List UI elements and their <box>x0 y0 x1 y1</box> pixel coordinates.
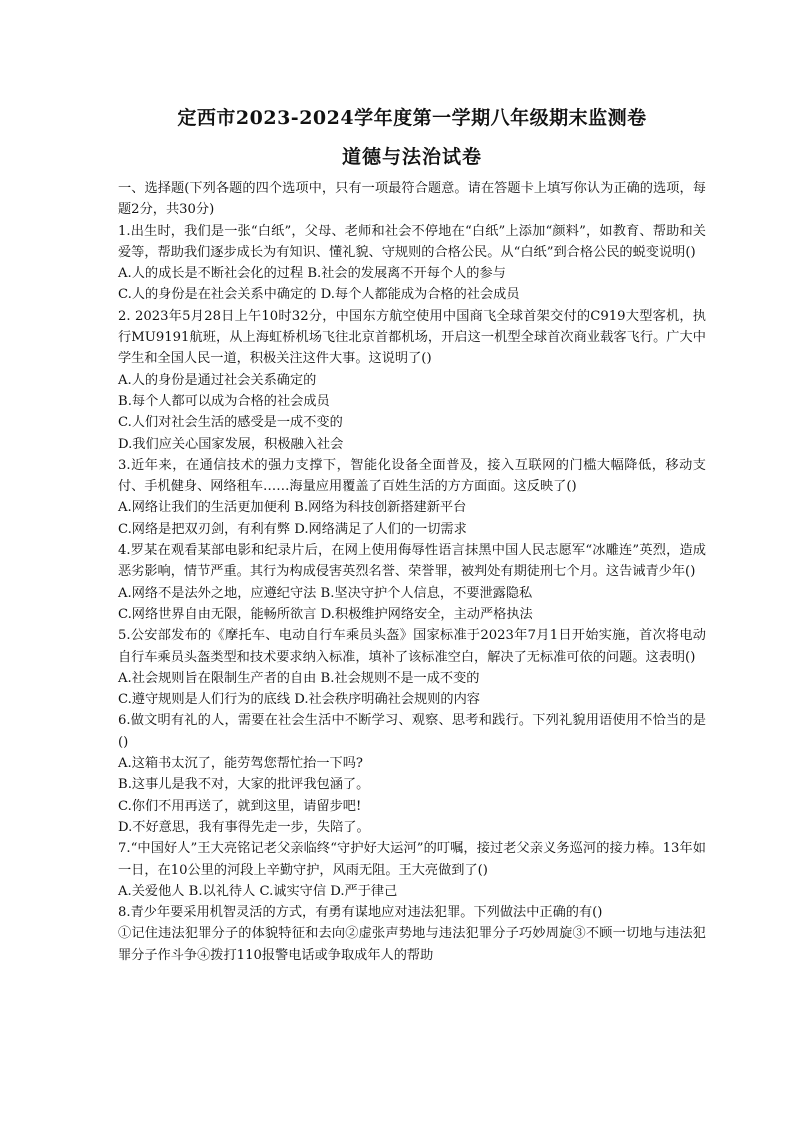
question-5-stem: 5.公安部发布的《摩托车、电动自行车乘员头盔》国家标准于2023年7月1日开始实施，首次将电动自行车乘员头盔类型和技术要求纳入标准，填补了该标准空白，解决了无标准可依的问题。这表明() <box>118 628 706 665</box>
question-2-option: B.每个人都可以成为合格的社会成员 <box>118 393 330 409</box>
question-6-option: C.你们不用再送了，就到这里，请留步吧! <box>118 798 362 814</box>
question-4-option-row: A.网络不是法外之地，应遵纪守法 B.坚决守护个人信息，不要泄露隐私 <box>118 585 533 601</box>
question-2-stem: 2. 2023年5月28日上午10时32分，中国东方航空使用中国商飞全球首架交付的C919大型客机，执行MU9191航班，从上海虹桥机场飞往北京首都机场，开启这一机型全球首次商业载客飞行。广大中学生和全国人民一道，积极关注这件大事。这说明了() <box>118 308 706 367</box>
question-4-stem: 4.罗某在观看某部电影和纪录片后，在网上使用侮辱性语言抹黑中国人民志愿军“冰雕连”英烈，造成恶劣影响，情节严重。其行为构成侵害英烈名誉、荣誉罪，被判处有期徒刑七个月。这告诫青少年() <box>118 543 706 580</box>
question-6-option: B.这事儿是我不对，大家的批评我包涵了。 <box>118 777 370 793</box>
question-6-stem: 6.做文明有礼的人，需要在社会生活中不断学习、观察、思考和践行。下列礼貌用语使用不恰当的是() <box>118 713 706 750</box>
question-7-stem: 7.“中国好人”王大亮铭记老父亲临终“守护好大运河”的叮嘱，接过老父亲义务巡河的接力棒。13年如一日，在10公里的河段上辛勤守护，风雨无阻。王大亮做到了() <box>118 841 706 878</box>
question-7-option-row: A.关爱他人 B.以礼待人 C.诚实守信 D.严于律己 <box>118 883 398 899</box>
question-8-statements: ①记住违法犯罪分子的体貌特征和去向②虚张声势地与违法犯罪分子巧妙周旋③不顾一切地与违法犯罪分子作斗争④拨打110报警电话或争取成年人的帮助 <box>118 926 706 963</box>
question-5-option-row: A.社会规则旨在限制生产者的自由 B.社会规则不是一成不变的 <box>118 670 480 686</box>
question-2-option: A.人的身份是通过社会关系确定的 <box>118 372 317 388</box>
exam-subtitle: 道德与法治试卷 <box>341 146 482 168</box>
question-3-option-row: C.网络是把双刃剑，有利有弊 D.网络满足了人们的一切需求 <box>118 521 467 537</box>
question-6-option: D.不好意思，我有事得先走一步，失陪了。 <box>118 819 370 835</box>
question-8-stem: 8.青少年要采用机智灵活的方式，有勇有谋地应对违法犯罪。下列做法中正确的有() <box>118 905 603 921</box>
question-3-stem: 3.近年来，在通信技术的强力支撑下，智能化设备全面普及，接入互联网的门槛大幅降低，移动支付、手机健身、网络租车……海量应用覆盖了百姓生活的方方面面。这反映了() <box>118 457 706 495</box>
exam-title: 定西市2023-2024学年度第一学期八年级期末监测卷 <box>177 107 647 129</box>
question-6-option: A.这箱书太沉了，能劳驾您帮忙抬一下吗? <box>118 756 363 772</box>
question-1-stem: 1.出生时，我们是一张“白纸”，父母、老师和社会不停地在“白纸”上添加“颜料”，如教育、帮助和关爱等，帮助我们逐步成长为有知识、懂礼貌、守规则的合格公民。从“白纸”到合格公民的蜕变说明() <box>118 223 706 260</box>
question-1-option-row: C.人的身份是在社会关系中确定的 D.每个人都能成为合格的社会成员 <box>118 287 520 303</box>
question-3-option-row: A.网络让我们的生活更加便利 B.网络为科技创新搭建新平台 <box>118 500 467 516</box>
question-4-option-row: C.网络世界自由无限，能畅所欲言 D.积极维护网络安全，主动严格执法 <box>118 606 533 622</box>
question-5-option-row: C.遵守规则是人们行为的底线 D.社会秩序明确社会规则的内容 <box>118 692 480 708</box>
section-header: 一、选择题(下列各题的四个选项中，只有一项最符合题意。请在答题卡上填写你认为正确的选项，每题2分，共30分) <box>118 181 706 218</box>
question-2-option: D.我们应关心国家发展，积极融入社会 <box>118 436 344 452</box>
question-1-option-row: A.人的成长是不断社会化的过程 B.社会的发展离不开每个人的参与 <box>118 266 506 282</box>
question-2-option: C.人们对社会生活的感受是一成不变的 <box>118 415 343 431</box>
exam-content <box>118 178 706 966</box>
